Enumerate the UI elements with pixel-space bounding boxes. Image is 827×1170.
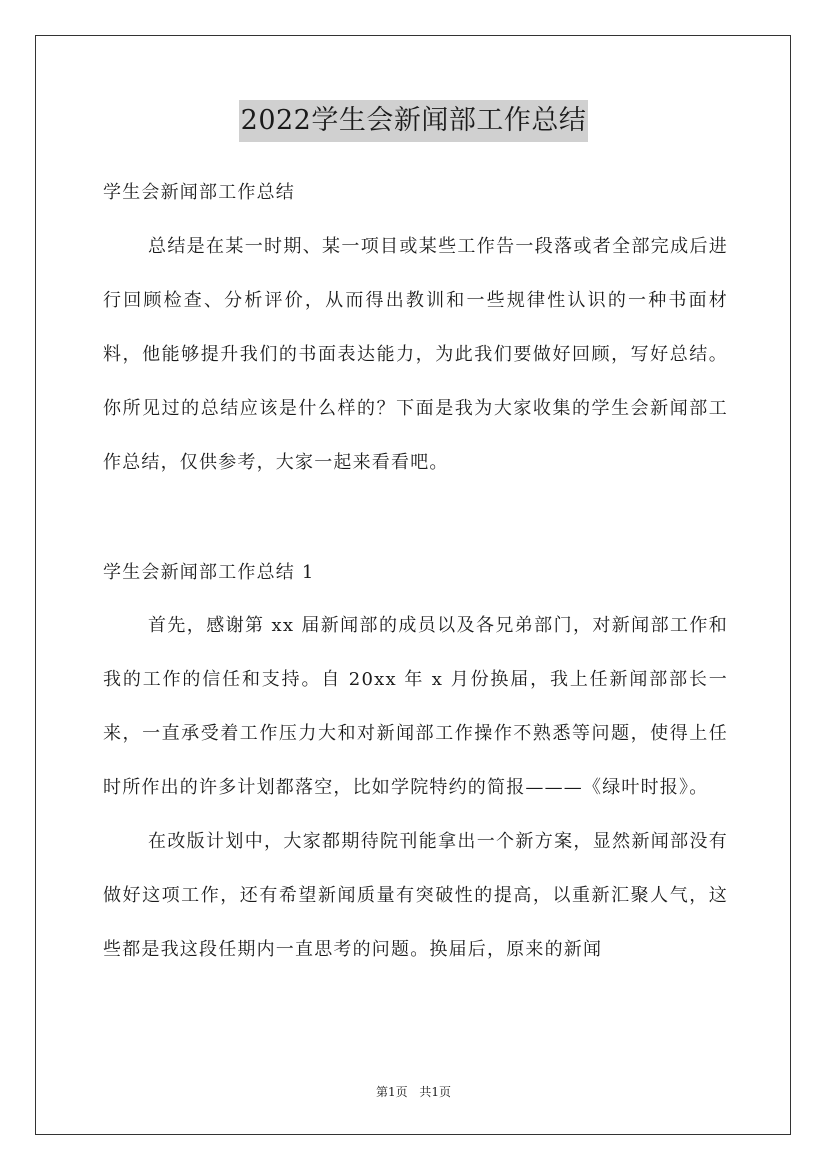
intro-heading: 学生会新闻部工作总结 xyxy=(103,182,295,203)
section1-paragraph-2: 在改版计划中，大家都期待院刊能拿出一个新方案，显然新闻部没有做好这项工作，还有希望新闻质量有突破性的提高，以重新汇聚人气，这些都是我这段任期内一直思考的问题。换届后，原来的新闻 xyxy=(103,831,728,960)
section1-heading: 学生会新闻部工作总结 1 xyxy=(103,562,315,583)
intro-paragraph: 总结是在某一时期、某一项目或某些工作告一段落或者全部完成后进行回顾检查、分析评价，从而得出教训和一些规律性认识的一种书面材料，他能够提升我们的书面表达能力，为此我们要做好回顾，写好总结。你所见过的总结应该是什么样的？下面是我为大家收集的学生会新闻部工作总结，仅供参考，大家一起来看看吧。 xyxy=(103,236,728,473)
title-container xyxy=(0,100,827,142)
section1-paragraph-1: 首先，感谢第 xx 届新闻部的成员以及各兄弟部门，对新闻部工作和我的工作的信任和支持。自 20xx 年 x 月份换届，我上任新闻部部长一来，一直承受着工作压力大和对新闻部工作操作不熟悉等问题，使得上任时所作出的许多计划都落空，比如学院特约的简报———《绿叶时报》。 xyxy=(103,615,728,798)
page-footer xyxy=(0,1083,827,1100)
page-total: 共1页 xyxy=(419,1085,452,1099)
section1-body xyxy=(103,599,728,977)
page-number: 第1页 xyxy=(375,1085,408,1099)
intro-section xyxy=(103,220,728,490)
document-title: 2022学生会新闻部工作总结 xyxy=(239,100,589,142)
